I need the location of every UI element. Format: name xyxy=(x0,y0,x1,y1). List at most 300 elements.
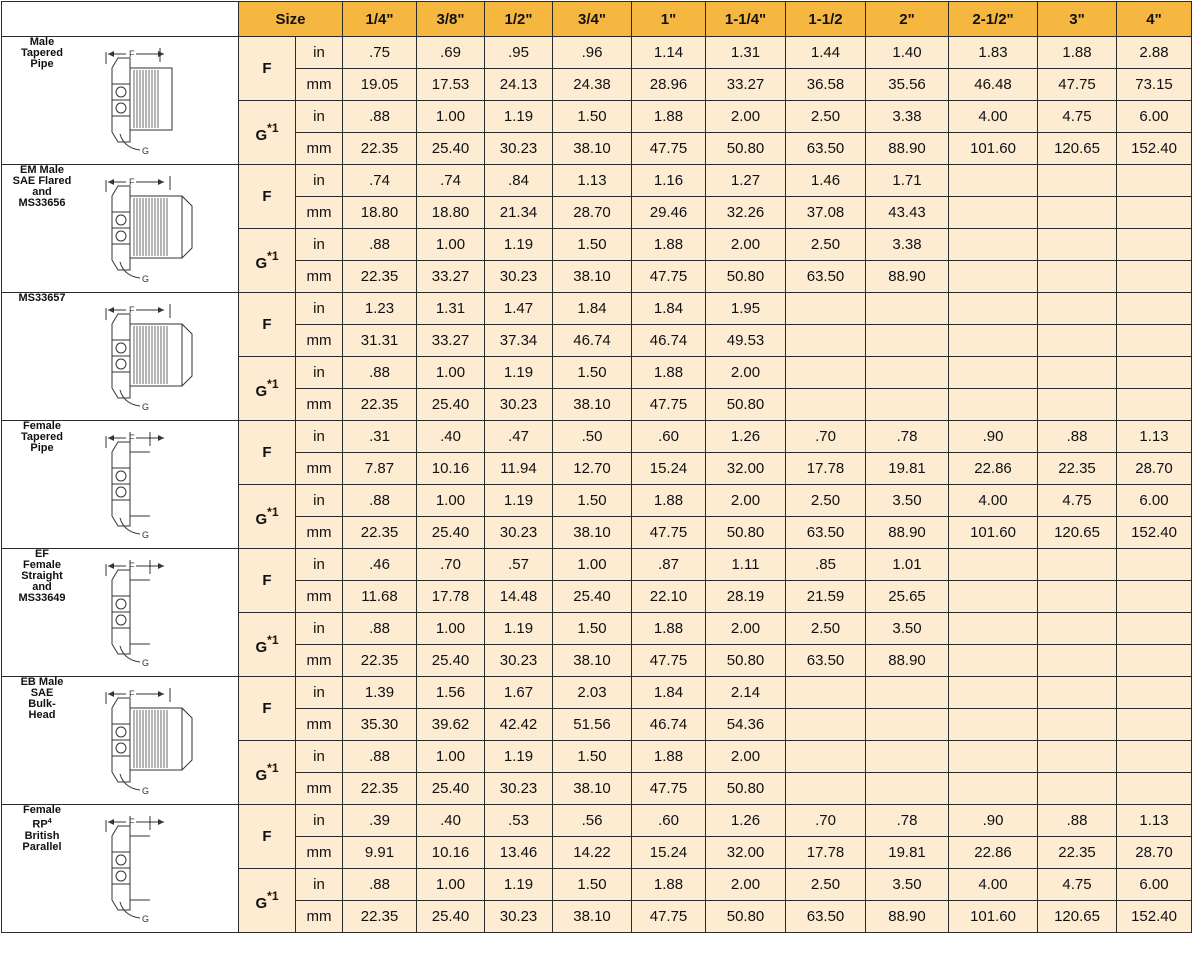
value-cell xyxy=(1117,389,1192,421)
value-cell: 1.46 xyxy=(786,165,866,197)
value-cell xyxy=(1038,709,1117,741)
value-cell: 38.10 xyxy=(553,261,632,293)
value-cell: .88 xyxy=(343,229,417,261)
value-cell: .88 xyxy=(343,613,417,645)
value-cell: 28.70 xyxy=(553,197,632,229)
size-header-cell: 1-1/2 xyxy=(786,2,866,37)
value-cell: 2.00 xyxy=(706,485,786,517)
fitting-label-cell xyxy=(2,421,239,549)
value-cell: 4.75 xyxy=(1038,869,1117,901)
value-cell: .47 xyxy=(485,421,553,453)
dimension-footnote: *1 xyxy=(267,889,279,903)
value-cell xyxy=(866,741,949,773)
value-cell xyxy=(1038,293,1117,325)
value-cell xyxy=(1117,357,1192,389)
value-cell: 1.01 xyxy=(866,549,949,581)
value-cell: 1.19 xyxy=(485,741,553,773)
fitting-name: MS33657 xyxy=(18,292,66,304)
value-cell: 2.00 xyxy=(706,357,786,389)
f-dimension-label: F xyxy=(129,433,135,443)
value-cell xyxy=(1117,165,1192,197)
value-cell: 1.50 xyxy=(553,101,632,133)
unit-cell: in xyxy=(296,869,343,901)
value-cell: .90 xyxy=(949,421,1038,453)
f-dimension-cell xyxy=(239,677,296,741)
header-blank-cell xyxy=(2,2,239,37)
g-dimension-label: G xyxy=(142,530,150,540)
value-cell: 73.15 xyxy=(1117,69,1192,101)
value-cell: 28.70 xyxy=(1117,453,1192,485)
value-cell xyxy=(866,357,949,389)
ms33657-fitting-icon xyxy=(90,300,200,412)
value-cell: 49.53 xyxy=(706,325,786,357)
value-cell xyxy=(866,677,949,709)
value-cell: 39.62 xyxy=(417,709,485,741)
size-header: Size xyxy=(239,2,343,37)
value-cell: 120.65 xyxy=(1038,133,1117,165)
value-cell: 1.13 xyxy=(553,165,632,197)
unit-cell: in xyxy=(296,421,343,453)
dimension-footnote: *1 xyxy=(267,121,279,135)
f-dimension-label: F xyxy=(129,177,135,187)
value-cell: 1.47 xyxy=(485,293,553,325)
value-cell xyxy=(949,645,1038,677)
value-cell: 2.14 xyxy=(706,677,786,709)
value-cell xyxy=(1117,741,1192,773)
table-row xyxy=(2,421,1192,453)
male-tapered-pipe-icon xyxy=(90,44,200,156)
value-cell: .84 xyxy=(485,165,553,197)
value-cell: 1.40 xyxy=(866,37,949,69)
value-cell: 22.86 xyxy=(949,453,1038,485)
value-cell: 1.88 xyxy=(632,485,706,517)
female-rp-british-parallel-icon xyxy=(90,812,200,924)
value-cell xyxy=(1117,293,1192,325)
fitting-name-line: Female xyxy=(23,804,61,816)
dimension-letter: G xyxy=(255,383,268,400)
fitting-label-cell xyxy=(2,37,239,165)
dimension-letter: F xyxy=(262,188,272,205)
value-cell: 35.56 xyxy=(866,69,949,101)
unit-cell: in xyxy=(296,165,343,197)
value-cell: 1.88 xyxy=(632,101,706,133)
value-cell: .88 xyxy=(343,357,417,389)
fitting-name: Male Tapered Pipe xyxy=(21,36,63,70)
value-cell: 22.35 xyxy=(343,261,417,293)
value-cell: 1.00 xyxy=(417,741,485,773)
fitting-name-line: Parallel xyxy=(22,840,62,853)
value-cell: .40 xyxy=(417,421,485,453)
value-cell: 1.84 xyxy=(553,293,632,325)
eb-male-sae-bulkhead-icon xyxy=(90,684,200,796)
value-cell xyxy=(1117,325,1192,357)
size-header-cell: 2-1/2" xyxy=(949,2,1038,37)
fitting-label-cell xyxy=(2,549,239,677)
value-cell: 63.50 xyxy=(786,133,866,165)
value-cell xyxy=(949,581,1038,613)
value-cell: 2.50 xyxy=(786,485,866,517)
ef-female-straight-icon xyxy=(90,556,200,668)
value-cell: 12.70 xyxy=(553,453,632,485)
value-cell xyxy=(949,677,1038,709)
value-cell: 1.00 xyxy=(417,101,485,133)
value-cell: 50.80 xyxy=(706,773,786,805)
value-cell: 120.65 xyxy=(1038,517,1117,549)
value-cell: 30.23 xyxy=(485,517,553,549)
value-cell: 24.13 xyxy=(485,69,553,101)
value-cell: 30.23 xyxy=(485,389,553,421)
value-cell: .70 xyxy=(786,805,866,837)
value-cell: 1.88 xyxy=(1038,37,1117,69)
value-cell: 1.13 xyxy=(1117,421,1192,453)
value-cell: 1.00 xyxy=(553,549,632,581)
value-cell: 47.75 xyxy=(632,389,706,421)
unit-cell: mm xyxy=(296,325,343,357)
g-dimension-cell xyxy=(239,229,296,293)
g-dimension-cell xyxy=(239,101,296,165)
value-cell: .88 xyxy=(343,101,417,133)
value-cell xyxy=(949,741,1038,773)
value-cell xyxy=(786,677,866,709)
dimension-footnote: *1 xyxy=(267,377,279,391)
value-cell: 51.56 xyxy=(553,709,632,741)
value-cell: 88.90 xyxy=(866,261,949,293)
unit-cell: in xyxy=(296,101,343,133)
value-cell: 3.50 xyxy=(866,869,949,901)
value-cell: 3.38 xyxy=(866,229,949,261)
g-dimension-cell xyxy=(239,357,296,421)
f-dimension-cell xyxy=(239,165,296,229)
dimension-footnote: *1 xyxy=(267,633,279,647)
fitting-label-cell xyxy=(2,165,239,293)
value-cell xyxy=(786,773,866,805)
value-cell xyxy=(949,613,1038,645)
value-cell xyxy=(866,709,949,741)
value-cell: 25.65 xyxy=(866,581,949,613)
fitting-name-footnote: 4 xyxy=(47,818,52,825)
g-dimension-label: G xyxy=(142,146,150,156)
dimension-letter: F xyxy=(262,572,272,589)
dimension-footnote: *1 xyxy=(267,761,279,775)
value-cell: 38.10 xyxy=(553,389,632,421)
value-cell: 25.40 xyxy=(553,581,632,613)
value-cell: 50.80 xyxy=(706,901,786,933)
value-cell: .78 xyxy=(866,421,949,453)
value-cell: .39 xyxy=(343,805,417,837)
value-cell: 1.88 xyxy=(632,357,706,389)
value-cell: 17.53 xyxy=(417,69,485,101)
g-dimension-cell xyxy=(239,869,296,933)
value-cell: 47.75 xyxy=(632,773,706,805)
table-row xyxy=(2,37,1192,69)
value-cell: 1.50 xyxy=(553,357,632,389)
value-cell xyxy=(949,261,1038,293)
value-cell: 1.19 xyxy=(485,485,553,517)
value-cell: 30.23 xyxy=(485,773,553,805)
f-dimension-cell xyxy=(239,805,296,869)
value-cell: 1.56 xyxy=(417,677,485,709)
value-cell: 1.31 xyxy=(706,37,786,69)
dimension-letter: F xyxy=(262,444,272,461)
value-cell xyxy=(1038,773,1117,805)
dimension-letter: G xyxy=(255,639,268,656)
value-cell: 18.80 xyxy=(417,197,485,229)
fitting-name: EM Male SAE Flared and MS33656 xyxy=(12,164,72,209)
value-cell: 3.50 xyxy=(866,485,949,517)
g-dimension-label: G xyxy=(142,786,150,796)
value-cell: 30.23 xyxy=(485,261,553,293)
value-cell: 11.68 xyxy=(343,581,417,613)
value-cell: .70 xyxy=(786,421,866,453)
value-cell: 1.19 xyxy=(485,357,553,389)
value-cell: 33.27 xyxy=(706,69,786,101)
value-cell: 63.50 xyxy=(786,261,866,293)
value-cell: 31.31 xyxy=(343,325,417,357)
value-cell: 47.75 xyxy=(632,645,706,677)
value-cell: 17.78 xyxy=(417,581,485,613)
value-cell: 47.75 xyxy=(632,517,706,549)
unit-cell: mm xyxy=(296,773,343,805)
value-cell: 46.74 xyxy=(632,709,706,741)
value-cell: 29.46 xyxy=(632,197,706,229)
size-header-cell: 4" xyxy=(1117,2,1192,37)
value-cell: .60 xyxy=(632,805,706,837)
value-cell: 1.26 xyxy=(706,421,786,453)
value-cell: 1.00 xyxy=(417,357,485,389)
value-cell: .46 xyxy=(343,549,417,581)
value-cell: 22.35 xyxy=(343,901,417,933)
value-cell: .31 xyxy=(343,421,417,453)
value-cell: 28.96 xyxy=(632,69,706,101)
value-cell: .88 xyxy=(1038,805,1117,837)
value-cell: 25.40 xyxy=(417,389,485,421)
value-cell xyxy=(949,197,1038,229)
value-cell: 17.78 xyxy=(786,837,866,869)
value-cell xyxy=(949,549,1038,581)
value-cell xyxy=(786,709,866,741)
g-dimension-cell xyxy=(239,485,296,549)
value-cell: 38.10 xyxy=(553,517,632,549)
unit-cell: mm xyxy=(296,517,343,549)
dimension-footnote: *1 xyxy=(267,505,279,519)
value-cell xyxy=(1117,549,1192,581)
value-cell xyxy=(949,357,1038,389)
value-cell: 17.78 xyxy=(786,453,866,485)
value-cell xyxy=(786,389,866,421)
value-cell: 32.00 xyxy=(706,837,786,869)
value-cell: .50 xyxy=(553,421,632,453)
value-cell: .85 xyxy=(786,549,866,581)
value-cell xyxy=(1038,613,1117,645)
value-cell: 4.00 xyxy=(949,485,1038,517)
value-cell: .74 xyxy=(343,165,417,197)
value-cell: 24.38 xyxy=(553,69,632,101)
f-dimension-cell xyxy=(239,549,296,613)
value-cell xyxy=(1038,325,1117,357)
value-cell xyxy=(866,293,949,325)
value-cell: 63.50 xyxy=(786,901,866,933)
value-cell: 1.71 xyxy=(866,165,949,197)
value-cell: 54.36 xyxy=(706,709,786,741)
value-cell: 11.94 xyxy=(485,453,553,485)
value-cell: 1.23 xyxy=(343,293,417,325)
value-cell: 63.50 xyxy=(786,517,866,549)
value-cell xyxy=(1117,613,1192,645)
fitting-label-cell xyxy=(2,805,239,933)
table-row xyxy=(2,293,1192,325)
value-cell: 25.40 xyxy=(417,773,485,805)
value-cell: 1.50 xyxy=(553,485,632,517)
value-cell: 50.80 xyxy=(706,261,786,293)
value-cell xyxy=(949,773,1038,805)
fitting-name-line: RP xyxy=(32,818,48,831)
value-cell: 22.35 xyxy=(343,389,417,421)
value-cell: .96 xyxy=(553,37,632,69)
value-cell: 22.86 xyxy=(949,837,1038,869)
value-cell: 19.05 xyxy=(343,69,417,101)
value-cell xyxy=(949,293,1038,325)
value-cell: .69 xyxy=(417,37,485,69)
value-cell: 88.90 xyxy=(866,645,949,677)
value-cell xyxy=(949,325,1038,357)
value-cell: .53 xyxy=(485,805,553,837)
value-cell: 1.95 xyxy=(706,293,786,325)
header-row xyxy=(2,2,1192,37)
f-dimension-cell xyxy=(239,293,296,357)
value-cell xyxy=(1117,645,1192,677)
value-cell: 28.19 xyxy=(706,581,786,613)
value-cell: 22.35 xyxy=(1038,453,1117,485)
value-cell: 2.50 xyxy=(786,613,866,645)
dimension-letter: F xyxy=(262,316,272,333)
value-cell: 1.19 xyxy=(485,101,553,133)
unit-cell: in xyxy=(296,549,343,581)
dimension-letter: G xyxy=(255,511,268,528)
value-cell: 35.30 xyxy=(343,709,417,741)
value-cell: .40 xyxy=(417,805,485,837)
unit-cell: in xyxy=(296,293,343,325)
value-cell: 1.88 xyxy=(632,741,706,773)
value-cell: 1.44 xyxy=(786,37,866,69)
value-cell: 47.75 xyxy=(1038,69,1117,101)
value-cell: .87 xyxy=(632,549,706,581)
value-cell: 21.59 xyxy=(786,581,866,613)
value-cell: 1.00 xyxy=(417,229,485,261)
dimension-letter: G xyxy=(255,895,268,912)
value-cell: 47.75 xyxy=(632,261,706,293)
f-dimension-label: F xyxy=(129,817,135,827)
value-cell: 13.46 xyxy=(485,837,553,869)
value-cell: 1.19 xyxy=(485,613,553,645)
value-cell: 101.60 xyxy=(949,901,1038,933)
value-cell: .60 xyxy=(632,421,706,453)
value-cell: 2.88 xyxy=(1117,37,1192,69)
value-cell xyxy=(1038,645,1117,677)
value-cell xyxy=(866,325,949,357)
value-cell: 33.27 xyxy=(417,325,485,357)
value-cell xyxy=(1038,357,1117,389)
f-dimension-label: F xyxy=(129,305,135,315)
value-cell: 25.40 xyxy=(417,901,485,933)
value-cell: .95 xyxy=(485,37,553,69)
g-dimension-label: G xyxy=(142,658,150,668)
size-header-cell: 2" xyxy=(866,2,949,37)
unit-cell: mm xyxy=(296,901,343,933)
value-cell: 10.16 xyxy=(417,453,485,485)
value-cell: 2.50 xyxy=(786,101,866,133)
value-cell xyxy=(786,357,866,389)
value-cell: 47.75 xyxy=(632,901,706,933)
g-dimension-label: G xyxy=(142,914,150,924)
unit-cell: mm xyxy=(296,197,343,229)
value-cell xyxy=(1038,229,1117,261)
f-dimension-label: F xyxy=(129,49,135,59)
value-cell: 2.00 xyxy=(706,613,786,645)
value-cell: 101.60 xyxy=(949,517,1038,549)
f-dimension-cell xyxy=(239,421,296,485)
value-cell: 1.00 xyxy=(417,613,485,645)
value-cell: 21.34 xyxy=(485,197,553,229)
value-cell: 15.24 xyxy=(632,453,706,485)
value-cell: 3.38 xyxy=(866,101,949,133)
value-cell: 2.50 xyxy=(786,229,866,261)
dimension-letter: F xyxy=(262,700,272,717)
value-cell: 50.80 xyxy=(706,645,786,677)
value-cell xyxy=(1117,229,1192,261)
dimension-letter: G xyxy=(255,767,268,784)
unit-cell: mm xyxy=(296,389,343,421)
value-cell: 2.00 xyxy=(706,229,786,261)
value-cell: 3.50 xyxy=(866,613,949,645)
value-cell: 30.23 xyxy=(485,645,553,677)
value-cell: 32.26 xyxy=(706,197,786,229)
dimension-letter: F xyxy=(262,828,272,845)
value-cell: 15.24 xyxy=(632,837,706,869)
value-cell: 2.00 xyxy=(706,101,786,133)
value-cell: 1.67 xyxy=(485,677,553,709)
value-cell: 1.50 xyxy=(553,229,632,261)
value-cell: 7.87 xyxy=(343,453,417,485)
unit-cell: mm xyxy=(296,645,343,677)
size-header-cell: 3" xyxy=(1038,2,1117,37)
unit-cell: in xyxy=(296,229,343,261)
value-cell: 43.43 xyxy=(866,197,949,229)
value-cell: 1.84 xyxy=(632,293,706,325)
value-cell: 63.50 xyxy=(786,645,866,677)
value-cell: .88 xyxy=(343,485,417,517)
value-cell xyxy=(1117,261,1192,293)
value-cell: 9.91 xyxy=(343,837,417,869)
table-row xyxy=(2,165,1192,197)
unit-cell: in xyxy=(296,357,343,389)
value-cell: 36.58 xyxy=(786,69,866,101)
value-cell: 152.40 xyxy=(1117,133,1192,165)
unit-cell: mm xyxy=(296,69,343,101)
size-header-cell: 1/4" xyxy=(343,2,417,37)
value-cell: 152.40 xyxy=(1117,517,1192,549)
value-cell: .88 xyxy=(343,741,417,773)
value-cell: 50.80 xyxy=(706,133,786,165)
value-cell: 30.23 xyxy=(485,901,553,933)
g-dimension-cell xyxy=(239,741,296,805)
value-cell: 42.42 xyxy=(485,709,553,741)
size-header-cell: 3/4" xyxy=(553,2,632,37)
fitting-name xyxy=(2,805,82,853)
value-cell xyxy=(1038,261,1117,293)
value-cell: 38.10 xyxy=(553,133,632,165)
value-cell xyxy=(1038,581,1117,613)
value-cell: 6.00 xyxy=(1117,101,1192,133)
